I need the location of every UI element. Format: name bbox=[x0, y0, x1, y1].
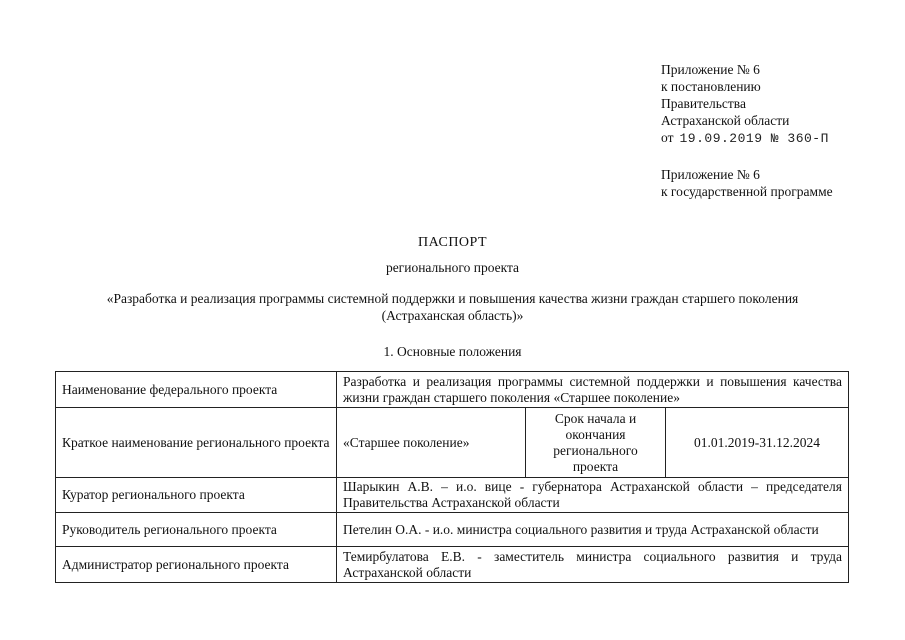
table-row bbox=[56, 513, 849, 547]
annex-line: к постановлению bbox=[661, 79, 761, 94]
table-row bbox=[56, 372, 849, 408]
row-label: Краткое наименование регионального проекта bbox=[56, 408, 337, 478]
annex-line: Астраханской области bbox=[661, 113, 790, 128]
annex-header-decree bbox=[661, 61, 829, 147]
row-value: Разработка и реализация программы системной поддержки и повышения качества жизни граждан старшего поколения «Старшее поколение» bbox=[337, 372, 849, 408]
passport-table bbox=[55, 371, 849, 583]
table-row bbox=[56, 478, 849, 513]
decree-number-stamp: 19.09.2019 № 360-П bbox=[679, 131, 829, 146]
annex-line: Приложение № 6 bbox=[661, 167, 760, 182]
row-sub-label: Срок начала и окончания регионального проекта bbox=[526, 408, 666, 478]
row-value: «Старшее поколение» bbox=[337, 408, 526, 478]
row-label: Администратор регионального проекта bbox=[56, 547, 337, 583]
document-subtitle: регионального проекта bbox=[385, 260, 520, 275]
project-name bbox=[0, 290, 905, 324]
annex-header-program bbox=[661, 166, 833, 200]
row-label: Наименование федерального проекта bbox=[56, 372, 337, 408]
annex-line: Приложение № 6 bbox=[661, 62, 760, 77]
table-row bbox=[56, 408, 849, 478]
project-name-line: (Астраханская область)» bbox=[381, 308, 524, 323]
section-heading: 1. Основные положения bbox=[383, 344, 522, 359]
row-value: Темирбулатова Е.В. - заместитель министра социального развития и труда Астраханской области bbox=[337, 547, 849, 583]
annex-date-prefix: от bbox=[661, 130, 674, 145]
row-dates: 01.01.2019-31.12.2024 bbox=[666, 408, 849, 478]
row-label: Куратор регионального проекта bbox=[56, 478, 337, 513]
row-label: Руководитель регионального проекта bbox=[56, 513, 337, 547]
row-value: Шарыкин А.В. – и.о. вице - губернатора Астраханской области – председателя Правительства Астраханской области bbox=[337, 478, 849, 513]
annex-date-line bbox=[661, 129, 829, 147]
annex-line: Правительства bbox=[661, 96, 746, 111]
annex-line: к государственной программе bbox=[661, 184, 833, 199]
table-row bbox=[56, 547, 849, 583]
document-title: ПАСПОРТ bbox=[417, 235, 488, 250]
row-value: Петелин О.А. - и.о. министра социального развития и труда Астраханской области bbox=[337, 513, 849, 547]
project-name-line: «Разработка и реализация программы системной поддержки и повышения качества жизни граждан старшего поколения bbox=[106, 291, 799, 306]
